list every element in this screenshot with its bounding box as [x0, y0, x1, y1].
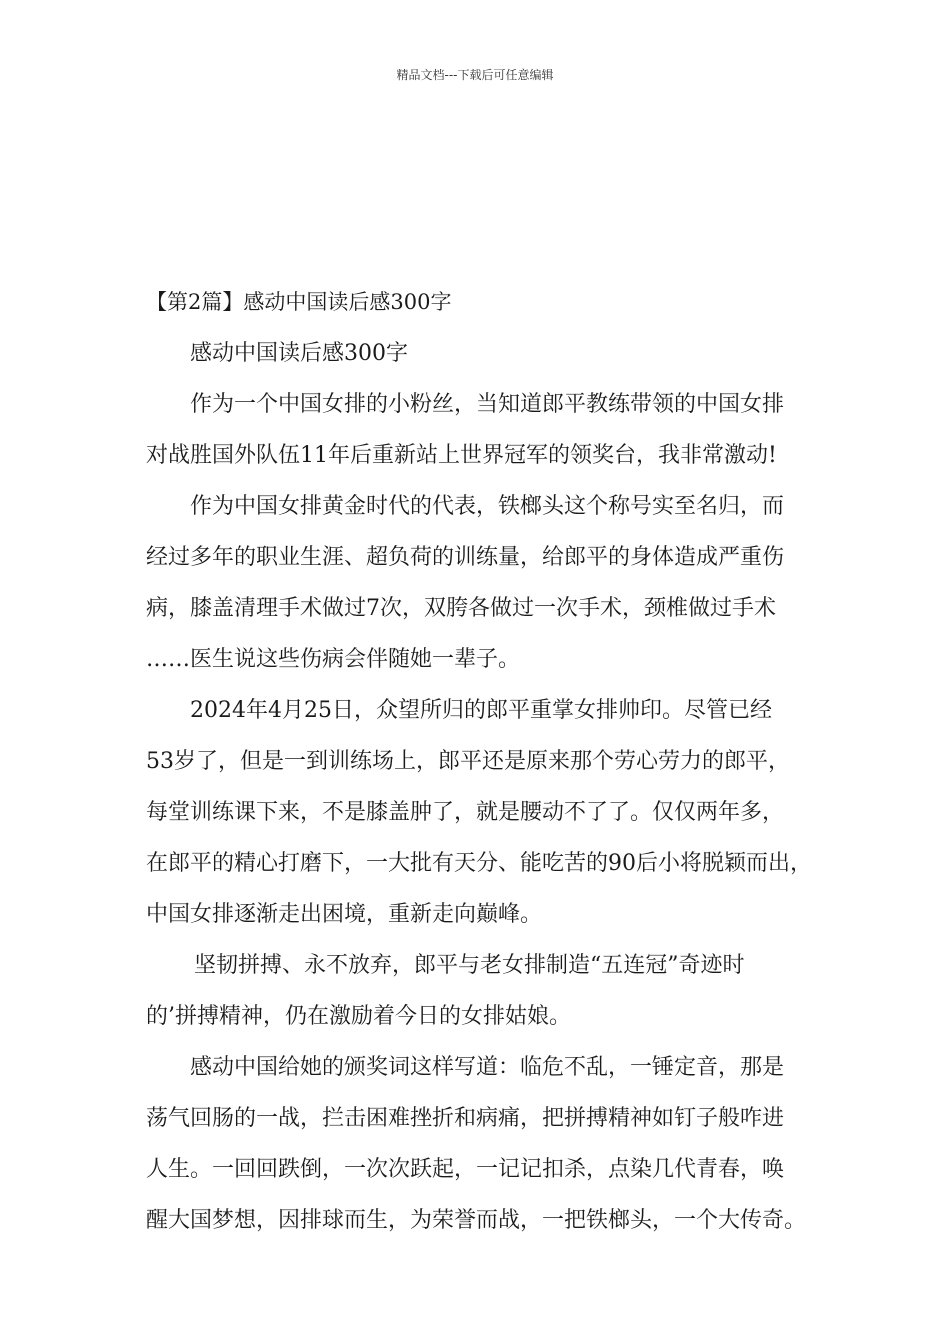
paragraph-3	[146, 691, 812, 946]
paragraph-line: 作为一个中国女排的小粉丝，当知道郎平教练带领的中国女排	[190, 392, 785, 417]
paragraph-line: 醒大国梦想，因排球而生，为荣誉而战，一把铁榔头，一个大传奇。	[146, 1208, 807, 1233]
subtitle: 感动中国读后感300字	[190, 341, 408, 366]
header-note: 精品文档---下载后可任意编辑	[396, 68, 554, 82]
paragraph-line: 感动中国给她的颁奖词这样写道：临危不乱，一锤定音，那是	[190, 1055, 785, 1080]
paragraph-line: 53岁了，但是一到训练场上，郎平还是原来那个劳心劳力的郎平，	[146, 749, 790, 774]
paragraph-line: 在郎平的精心打磨下，一大批有天分、能吃苦的90后小将脱颖而出，	[146, 851, 812, 876]
section-title: 【第2篇】感动中国读后感300字	[146, 290, 452, 314]
paragraph-2	[146, 487, 812, 691]
document-body	[146, 282, 812, 1252]
paragraph-5	[146, 1048, 812, 1252]
paragraph-line: 荡气回肠的一战，拦击困难挫折和病痛，把拼搏精神如钉子般咋进	[146, 1106, 785, 1131]
paragraph-line: 经过多年的职业生涯、超负荷的训练量，给郎平的身体造成严重伤	[146, 545, 785, 570]
paragraph-line: 2024年4月25日，众望所归的郎平重掌女排帅印。尽管已经	[190, 698, 772, 723]
paragraph-line: 人生。一回回跌倒，一次次跃起，一记记扣杀，点染几代青春，唤	[146, 1157, 785, 1182]
paragraph-line: 中国女排逐渐走出困境，重新走向巅峰。	[146, 902, 543, 927]
paragraph-line: ……医生说这些伤病会伴随她一辈子。	[146, 647, 521, 672]
paragraph-line: 作为中国女排黄金时代的代表，铁榔头这个称号实至名归，而	[190, 494, 785, 519]
paragraph-line: 的’拼搏精神，仍在激励着今日的女排姑娘。	[146, 1004, 571, 1029]
paragraph-line: 对战胜国外队伍11年后重新站上世界冠军的领奖台，我非常激动!	[146, 443, 777, 468]
paragraph-line: 每堂训练课下来，不是膝盖肿了，就是腰动不了了。仅仅两年多，	[146, 800, 785, 825]
paragraph-4	[146, 946, 812, 1048]
paragraph-line: 坚韧拼搏、永不放弃，郎平与老女排制造“五连冠”奇迹时	[194, 953, 745, 978]
paragraph-line: 病，膝盖清理手术做过7次，双胯各做过一次手术，颈椎做过手术	[146, 596, 776, 621]
paragraph-1	[146, 385, 812, 487]
